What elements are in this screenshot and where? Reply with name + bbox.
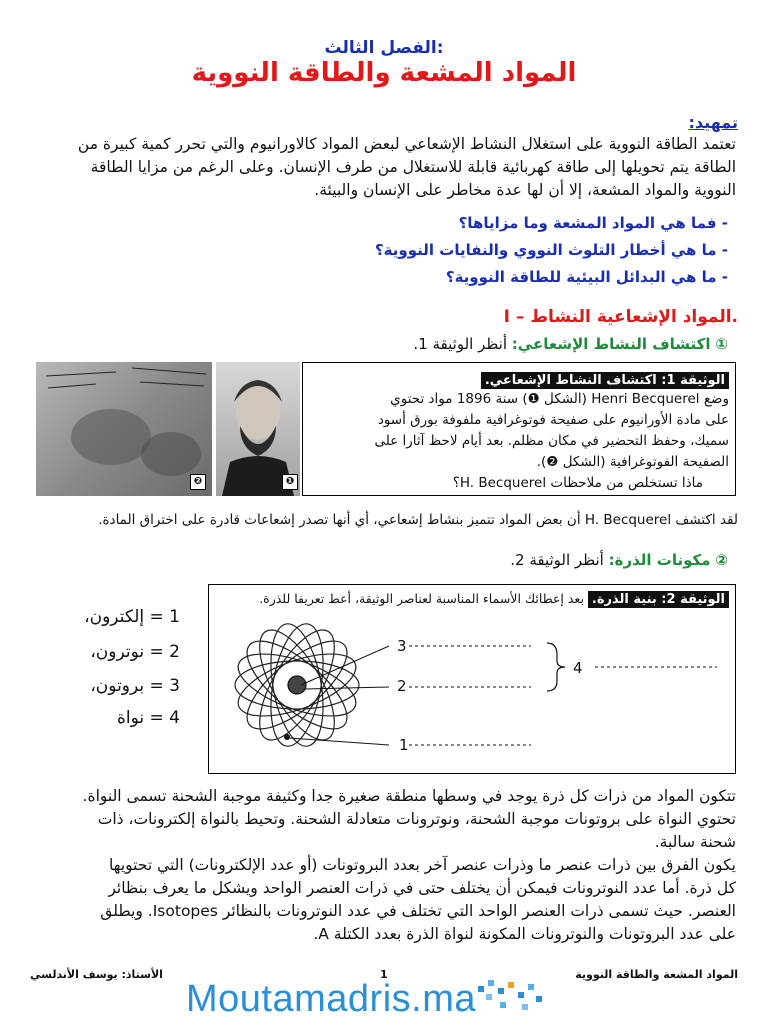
intro-line: تعتمد الطاقة النووية على استغلال النشاط الإشعاعي لبعض المواد كالاورانيوم والتي تحرر كمية كبيرة من <box>77 135 736 153</box>
document-1-line: الصفيحة الفوتوغرافية (الشكل ❷). <box>536 454 729 470</box>
document-1-tag: الوثيقة 1: اكتشاف النشاط الإشعاعي. <box>481 369 729 388</box>
subsection-label: اكتشاف النشاط الإشعاعي: <box>511 335 711 353</box>
figure-badge-2: ❷ <box>190 474 206 490</box>
question-2: - ما هي أخطار التلوث النووي والنفايات النووية؟ <box>374 241 728 259</box>
legend-item: 2 = نوترون، <box>90 642 180 662</box>
document-1-line: سميك، وحفظ التحضير في مكان مظلم. بعد أيام لاحظ آثارا على <box>374 433 729 449</box>
body-line: تحتوي النواة على بروتونات موجبة الشحنة، ونوترونات متعادلة الشحنة. وتحيط بالنواة إلكترونات، ذات <box>97 810 736 828</box>
subsection-number: ① <box>715 335 728 353</box>
document-1-text <box>309 389 729 494</box>
question-3: - ما هي البدائل البيئية للطاقة النووية؟ <box>445 268 728 286</box>
footer-page-number: 1 <box>380 968 388 981</box>
chapter-title: المواد المشعة والطاقة النووية <box>191 58 577 88</box>
atom-label-3: 3 <box>397 637 407 655</box>
legend-item: 1 = إلكترون، <box>84 607 180 627</box>
becquerel-portrait <box>216 362 300 496</box>
subsection-ref: أنظر الوثيقة 1. <box>413 335 508 353</box>
question-1: - فما هي المواد المشعة وما مزاياها؟ <box>458 214 728 232</box>
document-2-instruction: بعد إعطائك الأسماء المناسبة لعناصر الوثيقة، أعط تعريفا للذرة. <box>259 591 584 606</box>
footer-title: المواد المشعة والطاقة النووية <box>575 968 738 981</box>
body-line: شحنة سالبة. <box>654 833 736 851</box>
plate-marks-svg <box>36 362 212 496</box>
document-2-box <box>208 584 736 774</box>
electron-dot <box>284 734 290 740</box>
body-line: العنصر. حيث تسمى ذرات العنصر الواحد التي تختلف في عدد النوترونات بالنظائر Isotopes. ويطلق <box>100 902 736 920</box>
subsection-2 <box>510 551 728 569</box>
document-1-line: على مادة الأورانيوم على صفيحة فوتوغرافية ملفوفة بورق أسود <box>377 412 729 428</box>
intro-line: النووية والمواد المشعة، إلا أن لها عدة مخاطر على الإنسان والبيئة. <box>314 181 736 199</box>
atom-label-1: 1 <box>399 736 409 754</box>
body-line: يكون الفرق بين ذرات عنصر ما وذرات عنصر آخر بعدد البروتونات (أو عدد الإلكترونات) التي تحتويها <box>108 856 736 874</box>
atom-diagram <box>209 605 735 773</box>
intro-line: الطاقة يتم تحويلها إلى طاقة كهربائية قابلة للاستغلال من طرف الإنسان. وعلى الرغم من مزايا الطاقة <box>90 158 736 176</box>
body-line: كل ذرة. أما عدد النوترونات فيمكن أن يختلف حتى في ذرات العنصر الواحد ويشكل ما يعرف بنظائر <box>108 879 736 897</box>
legend-item: 4 = نواة <box>116 708 180 728</box>
subsection-ref: أنظر الوثيقة 2. <box>510 551 604 569</box>
chapter-label: الفصل الثالث: <box>324 38 444 58</box>
subsection-1 <box>413 335 728 353</box>
subsection-number: ② <box>715 551 728 569</box>
atom-label-2: 2 <box>397 677 407 695</box>
site-logo: Moutamadris.ma <box>186 978 476 1020</box>
document-1-line: ماذا تستخلص من ملاحظات H. Becquerel؟ <box>452 475 703 491</box>
atom-label-4: 4 <box>573 659 583 677</box>
footer-teacher: الأستاذ: يوسف الأندلسي <box>30 968 163 981</box>
intro-label: تمهيد: <box>688 113 738 132</box>
figure-badge-1: ❶ <box>282 474 298 490</box>
section-title: I – المواد الإشعاعية النشاط. <box>503 307 738 327</box>
document-1-line: وضع Henri Becquerel (الشكل ❶) سنة 1896 مواد تحتوي <box>390 391 729 407</box>
photographic-plate-image <box>36 362 212 496</box>
body-line: على عدد البروتونات والنوترونات المكونة لنواة الذرة بعدد الكتلة A. <box>313 925 736 943</box>
document-2-tag: الوثيقة 2: بنية الذرة. <box>588 591 729 608</box>
legend-item: 3 = بروتون، <box>90 676 180 696</box>
subsection-label: مكونات الذرة: <box>608 551 711 569</box>
body-line: تتكون المواد من ذرات كل ذرة يوجد في وسطها منطقة صغيرة جدا وكثيفة موجبة الشحنة تسمى النواة. <box>82 787 736 805</box>
document-1-box <box>302 362 736 496</box>
logo-pixel-icon <box>470 976 560 1020</box>
conclusion-text: لقد اكتشف H. Becquerel أن بعض المواد تتميز بنشاط إشعاعي، أي أنها تصدر إشعاعات قادرة على اختراق المادة. <box>98 512 738 528</box>
